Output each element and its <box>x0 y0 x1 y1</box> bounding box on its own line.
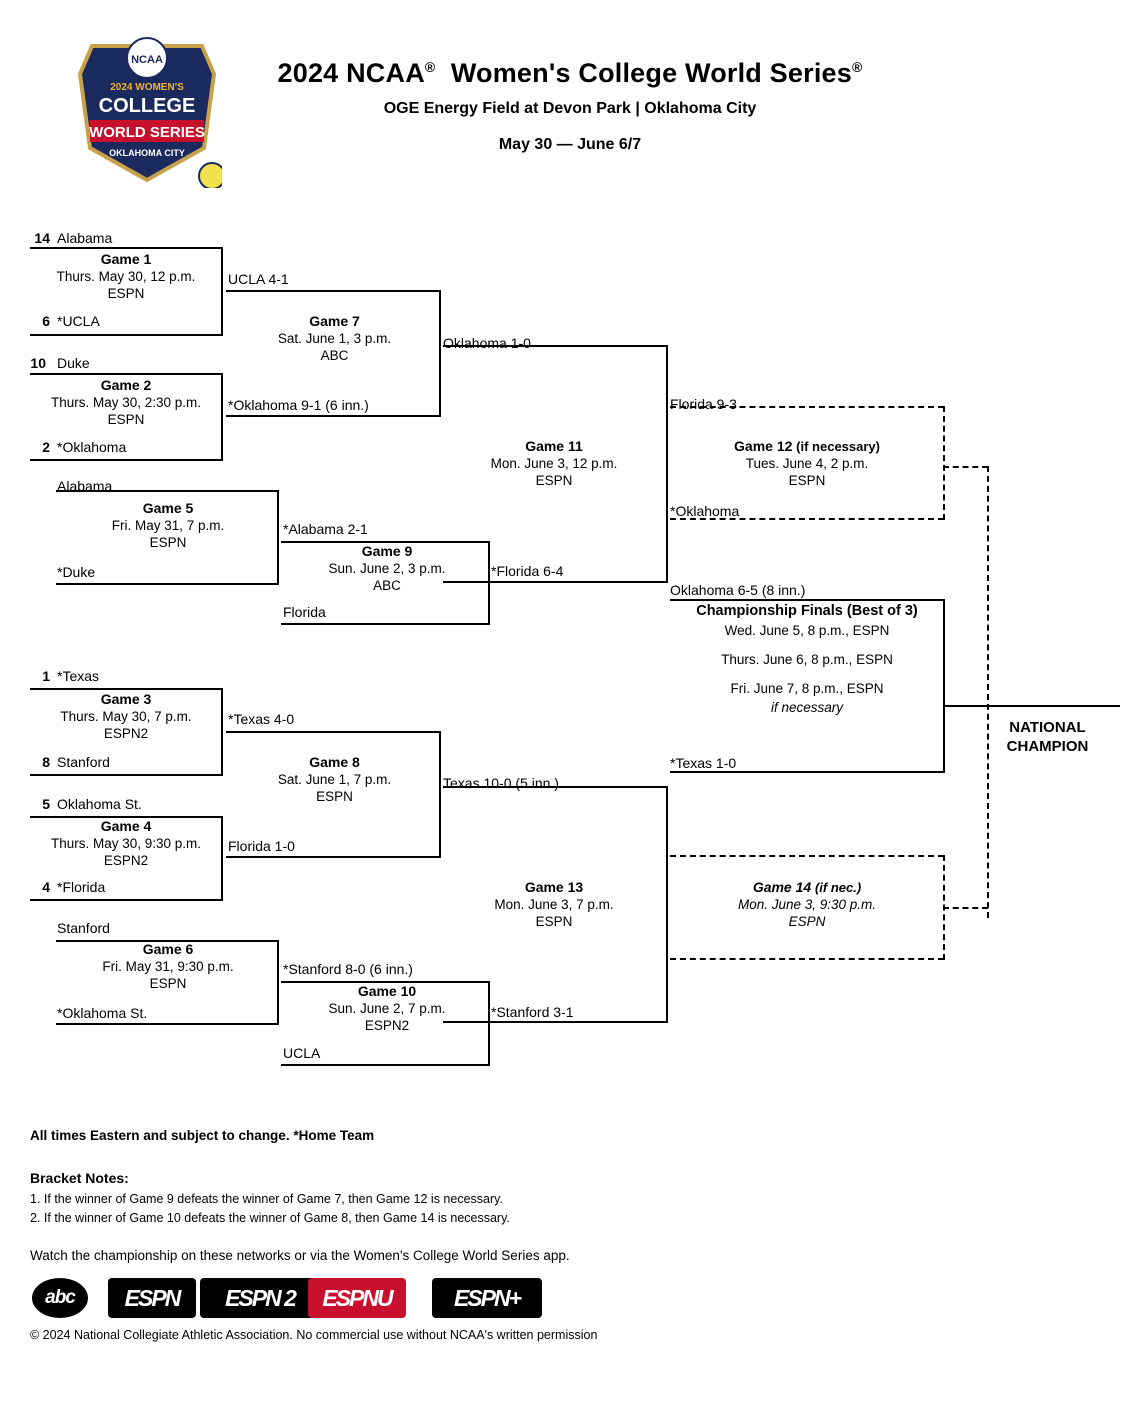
bracket-line <box>226 731 441 733</box>
game-8-network: ESPN <box>316 789 353 804</box>
game-14-info <box>672 879 942 930</box>
result-game-6: *Stanford 8-0 (6 inn.) <box>283 961 413 977</box>
game-12-network: ESPN <box>788 473 826 488</box>
result-game-7: Oklahoma 1-0 <box>443 335 531 351</box>
champion-line-2: CHAMPION <box>1006 738 1089 755</box>
champion-line-1: NATIONAL <box>1009 719 1086 736</box>
game-9-time: Sun. June 2, 3 p.m. <box>328 561 446 576</box>
game-8-info <box>232 754 437 805</box>
result-game-12-team: *Oklahoma <box>670 503 740 519</box>
game-11-name: Game 11 <box>525 438 583 454</box>
team-stanford-loser-bracket: Stanford <box>57 920 110 936</box>
page-title-rest: Women's College World Series <box>450 58 852 88</box>
game-5-network: ESPN <box>149 535 187 550</box>
game-10-info <box>287 983 487 1034</box>
game-2-network: ESPN <box>107 412 145 427</box>
espnu-logo: ESPNU <box>308 1278 406 1318</box>
team-alabama-loser-bracket: Alabama <box>57 478 113 494</box>
finals-title: Championship Finals (Best of 3) <box>696 603 918 619</box>
seed-texas: 1 <box>42 668 50 684</box>
result-game-2: *Oklahoma 9-1 (6 inn.) <box>228 397 369 413</box>
bracket-note-1: 1. If the winner of Game 9 defeats the winner of Game 7, then Game 12 is necessary. <box>30 1192 503 1206</box>
game-7-network: ABC <box>320 348 349 363</box>
finals-game-3: Fri. June 7, 8 p.m., ESPN <box>730 681 884 696</box>
finals-spacer-1 <box>672 640 942 650</box>
bracket-line <box>666 345 668 583</box>
game-3-name: Game 3 <box>100 691 152 707</box>
game-13-network: ESPN <box>535 914 573 929</box>
bracket-line <box>670 599 945 601</box>
registered-mark-icon-2: ® <box>851 59 863 75</box>
bracket-line <box>281 623 490 625</box>
bracket-line <box>30 688 223 690</box>
result-game-3: *Texas 4-0 <box>228 711 295 727</box>
bracket-notes-title: Bracket Notes: <box>30 1170 129 1186</box>
game-1-name: Game 1 <box>100 251 152 267</box>
team-oklahoma-st: Oklahoma St. <box>57 796 142 812</box>
game-12-qualifier: (if necessary) <box>796 439 880 454</box>
bracket-line <box>488 541 490 625</box>
bracket-line <box>439 731 441 858</box>
bracket-line <box>56 1023 279 1025</box>
game-9-info <box>287 543 487 594</box>
game-4-name: Game 4 <box>100 818 152 834</box>
game-5-time: Fri. May 31, 7 p.m. <box>111 518 225 533</box>
times-note: All times Eastern and subject to change. *Home Team <box>30 1128 375 1143</box>
game-6-time: Fri. May 31, 9:30 p.m. <box>102 959 234 974</box>
game-6-network: ESPN <box>149 976 187 991</box>
game-5-info <box>57 500 279 551</box>
game-14-time: Mon. June 3, 9:30 p.m. <box>737 897 877 912</box>
finals-if-necessary: if necessary <box>770 700 844 715</box>
registered-mark-icon: ® <box>424 59 436 75</box>
game-12-time: Tues. June 4, 2 p.m. <box>745 456 869 471</box>
team-florida-loser-bracket: Florida <box>283 604 326 620</box>
team-oklahoma: *Oklahoma <box>57 439 127 455</box>
svg-text:2024 WOMEN'S: 2024 WOMEN'S <box>110 82 184 93</box>
game-1-time: Thurs. May 30, 12 p.m. <box>56 269 196 284</box>
seed-oklahoma-st: 5 <box>42 796 50 812</box>
bracket-line <box>226 290 441 292</box>
game-7-name: Game 7 <box>309 313 360 329</box>
bracket-note-2: 2. If the winner of Game 10 defeats the winner of Game 8, then Game 14 is necessary. <box>30 1211 510 1225</box>
bracket-line-dashed <box>670 958 944 960</box>
game-3-network: ESPN2 <box>103 726 149 741</box>
date-range: May 30 — June 6/7 <box>498 136 642 153</box>
bracket-line <box>30 373 223 375</box>
game-10-name: Game 10 <box>357 983 417 999</box>
team-oklahoma-st-loser-bracket: *Oklahoma St. <box>57 1005 148 1021</box>
bracket-line <box>30 334 223 336</box>
team-stanford: Stanford <box>57 754 110 770</box>
game-11-info <box>443 438 665 489</box>
bracket-line <box>666 786 668 1023</box>
bracket-line <box>439 290 441 417</box>
espnplus-logo: ESPN+ <box>432 1278 542 1318</box>
bracket-line <box>226 856 441 858</box>
svg-text:OKLAHOMA CITY: OKLAHOMA CITY <box>109 148 185 158</box>
result-game-1: UCLA 4-1 <box>228 271 289 287</box>
game-7-info <box>232 313 437 364</box>
game-2-name: Game 2 <box>100 377 152 393</box>
page-title-main: 2024 NCAA <box>277 58 425 88</box>
game-2-time: Thurs. May 30, 2:30 p.m. <box>50 395 202 410</box>
championship-finals-info <box>672 602 942 717</box>
game-9-network: ABC <box>373 578 401 593</box>
result-finals-top: Oklahoma 6-5 (8 inn.) <box>670 582 806 598</box>
team-texas: *Texas <box>57 668 100 684</box>
bracket-line-dashed <box>943 406 945 520</box>
game-13-name: Game 13 <box>524 879 584 895</box>
bracket-line <box>226 415 441 417</box>
bracket-line <box>56 583 279 585</box>
game-13-info <box>443 879 665 930</box>
venue-subtitle: OGE Energy Field at Devon Park | Oklahoma City <box>383 100 757 117</box>
game-10-time: Sun. June 2, 7 p.m. <box>328 1001 446 1016</box>
result-game-10: *Stanford 3-1 <box>491 1004 574 1020</box>
finals-spacer-2 <box>672 669 942 679</box>
national-champion-label <box>975 718 1120 756</box>
game-4-time: Thurs. May 30, 9:30 p.m. <box>50 836 202 851</box>
bracket-line <box>943 705 1120 707</box>
bracket-line <box>670 771 945 773</box>
game-7-time: Sat. June 1, 3 p.m. <box>277 331 392 346</box>
game-5-name: Game 5 <box>142 500 194 516</box>
svg-text:NCAA: NCAA <box>131 54 163 66</box>
finals-game-1: Wed. June 5, 8 p.m., ESPN <box>724 623 890 638</box>
bracket-line-dashed <box>943 907 988 909</box>
watch-note: Watch the championship on these networks or via the Women's College World Series app. <box>30 1248 570 1263</box>
seed-ucla: 6 <box>42 313 50 329</box>
game-1-network: ESPN <box>107 286 145 301</box>
game-14-qualifier: (if nec.) <box>814 880 862 895</box>
game-12-name: Game 12 <box>734 438 793 454</box>
result-game-8: Texas 10-0 (5 inn.) <box>443 775 559 791</box>
result-game-4: Florida 1-0 <box>228 838 295 854</box>
team-duke: Duke <box>57 355 90 371</box>
game-4-network: ESPN2 <box>103 853 149 868</box>
team-duke-loser-bracket: *Duke <box>57 564 96 580</box>
game-3-time: Thurs. May 30, 7 p.m. <box>60 709 192 724</box>
seed-alabama: 14 <box>34 230 50 246</box>
game-3-info <box>30 691 222 742</box>
game-14-name: Game 14 <box>752 879 812 895</box>
seed-duke: 10 <box>30 355 46 371</box>
seed-stanford: 8 <box>42 754 50 770</box>
copyright-text: © 2024 National Collegiate Athletic Association. No commercial use without NCAA's written permission <box>30 1328 598 1342</box>
page-title <box>0 58 1140 89</box>
game-11-time: Mon. June 3, 12 p.m. <box>490 456 618 471</box>
game-14-network: ESPN <box>788 914 826 929</box>
game-10-network: ESPN2 <box>364 1018 410 1033</box>
svg-text:WORLD SERIES: WORLD SERIES <box>89 124 205 141</box>
bracket-line-dashed <box>943 466 988 468</box>
game-11-network: ESPN <box>535 473 573 488</box>
seed-florida: 4 <box>42 879 50 895</box>
seed-oklahoma: 2 <box>42 439 50 455</box>
team-alabama: Alabama <box>57 230 113 246</box>
bracket-line-dashed <box>987 466 989 918</box>
svg-text:COLLEGE: COLLEGE <box>98 95 196 117</box>
team-florida: *Florida <box>57 879 106 895</box>
bracket-line <box>30 774 223 776</box>
game-4-info <box>30 818 222 869</box>
game-12-info <box>672 438 942 489</box>
bracket-line <box>30 247 223 249</box>
bracket-line <box>943 599 945 771</box>
game-13-time: Mon. June 3, 7 p.m. <box>494 897 614 912</box>
espn2-logo: ESPN 2 <box>200 1278 320 1318</box>
game-1-info <box>30 251 222 302</box>
result-game-5: *Alabama 2-1 <box>283 521 368 537</box>
bracket-line <box>30 899 223 901</box>
finals-game-2: Thurs. June 6, 8 p.m., ESPN <box>721 652 893 667</box>
bracket-line <box>30 459 223 461</box>
team-ucla: *UCLA <box>57 313 100 329</box>
abc-logo: abc <box>32 1278 88 1318</box>
team-ucla-loser-bracket: UCLA <box>283 1045 321 1061</box>
game-2-info <box>30 377 222 428</box>
bracket-line <box>281 1064 490 1066</box>
bracket-line-dashed <box>670 855 944 857</box>
game-6-name: Game 6 <box>142 941 194 957</box>
espn-logo: ESPN <box>108 1278 196 1318</box>
result-game-13: *Texas 1-0 <box>670 755 737 771</box>
bracket-line <box>488 981 490 1066</box>
game-8-name: Game 8 <box>309 754 360 770</box>
game-9-name: Game 9 <box>361 543 413 559</box>
result-game-11: Florida 9-3 <box>670 396 737 412</box>
game-6-info <box>57 941 279 992</box>
game-8-time: Sat. June 1, 7 p.m. <box>277 772 392 787</box>
result-game-9: *Florida 6-4 <box>491 563 564 579</box>
